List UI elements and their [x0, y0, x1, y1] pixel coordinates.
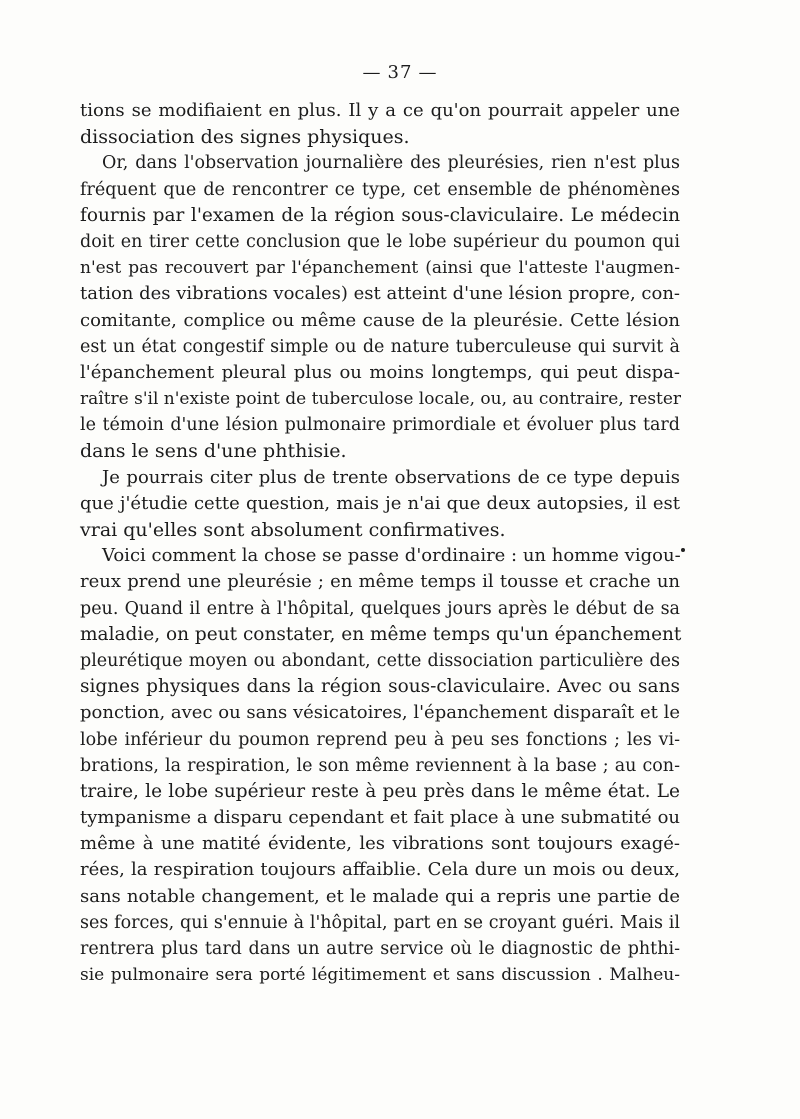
text-line: le témoin d'une lésion pulmonaire primordiale et évoluer plus tard: [80, 415, 680, 436]
text-line: Je pourrais citer plus de trente observations de ce type depuis: [102, 466, 680, 488]
ink-speck: [681, 548, 685, 552]
text-line: sans notable changement, et le malade qui a repris une partie de: [80, 885, 680, 907]
text-line: ponction, avec ou sans vésicatoires, l'épanchement disparaît et le: [80, 702, 680, 724]
text-line: raître s'il n'existe point de tuberculose locale, ou, au contraire, rester: [80, 389, 682, 410]
text-line: traire, le lobe supérieur reste à peu près dans le même état. Le: [80, 780, 680, 802]
text-line: doit en tirer cette conclusion que le lobe supérieur du poumon qui: [80, 231, 680, 252]
text-line: n'est pas recouvert par l'épanchement (ainsi que l'atteste l'augmen-: [80, 258, 680, 279]
text-line: rentrera plus tard dans un autre service où le diagnostic de phthi-: [80, 939, 680, 959]
text-line: l'épanchement pleural plus ou moins longtemps, qui peut dispa-: [80, 361, 680, 383]
text-line: maladie, on peut constater, en même temps qu'un épanchement: [80, 623, 682, 645]
text-line: peu. Quand il entre à l'hôpital, quelques jours après le début de sa: [80, 598, 680, 619]
text-line: brations, la respiration, le son même reviennent à la base ; au con-: [80, 755, 680, 776]
text-line: Voici comment la chose se passe d'ordinaire : un homme vigou-: [102, 545, 681, 567]
dash-right: —: [418, 62, 438, 83]
text-line: rées, la respiration toujours affaiblie. Cela dure un mois ou deux,: [80, 859, 680, 881]
page-number: [0, 62, 800, 83]
body-text: [80, 98, 680, 988]
text-line: fournis par l'examen de la région sous-claviculaire. Le médecin: [80, 204, 680, 226]
text-line: vrai qu'elles sont absolument confirmatives.: [80, 519, 506, 541]
text-line: fréquent que de rencontrer ce type, cet ensemble de phénomènes: [80, 179, 680, 200]
text-line: pleurétique moyen ou abondant, cette dissociation particulière des: [80, 650, 680, 671]
text-line: dissociation des signes physiques.: [80, 126, 410, 149]
text-line: signes physiques dans la région sous-claviculaire. Avec ou sans: [80, 676, 680, 698]
text-line: est un état congestif simple ou de nature tuberculeuse qui survit à: [80, 336, 680, 357]
text-line: ses forces, qui s'ennuie à l'hôpital, part en se croyant guéri. Mais il: [80, 912, 680, 933]
text-line: dans le sens d'une phthisie.: [80, 440, 347, 463]
text-line: comitante, complice ou même cause de la pleurésie. Cette lésion: [80, 309, 680, 331]
page-number-value: 37: [387, 62, 413, 83]
text-line: tions se modifiaient en plus. Il y a ce qu'on pourrait appeler une: [80, 100, 680, 121]
text-line: que j'étudie cette question, mais je n'ai que deux autopsies, il est: [80, 492, 680, 514]
text-line: reux prend une pleurésie ; en même temps il tousse et crache un: [80, 571, 680, 593]
text-line: tympanisme a disparu cependant et fait place à une submatité ou: [80, 807, 680, 829]
text-line: même à une matité évidente, les vibrations sont toujours exagé-: [80, 833, 680, 855]
text-line: tation des vibrations vocales) est atteint d'une lésion propre, con-: [80, 283, 680, 305]
text-line: lobe inférieur du poumon reprend peu à peu ses fonctions ; les vi-: [80, 729, 680, 750]
text-line: sie pulmonaire sera porté légitimement et sans discussion . Malheu-: [80, 965, 680, 986]
text-line: Or, dans l'observation journalière des pleurésies, rien n'est plus: [102, 153, 680, 174]
dash-left: —: [362, 62, 382, 83]
